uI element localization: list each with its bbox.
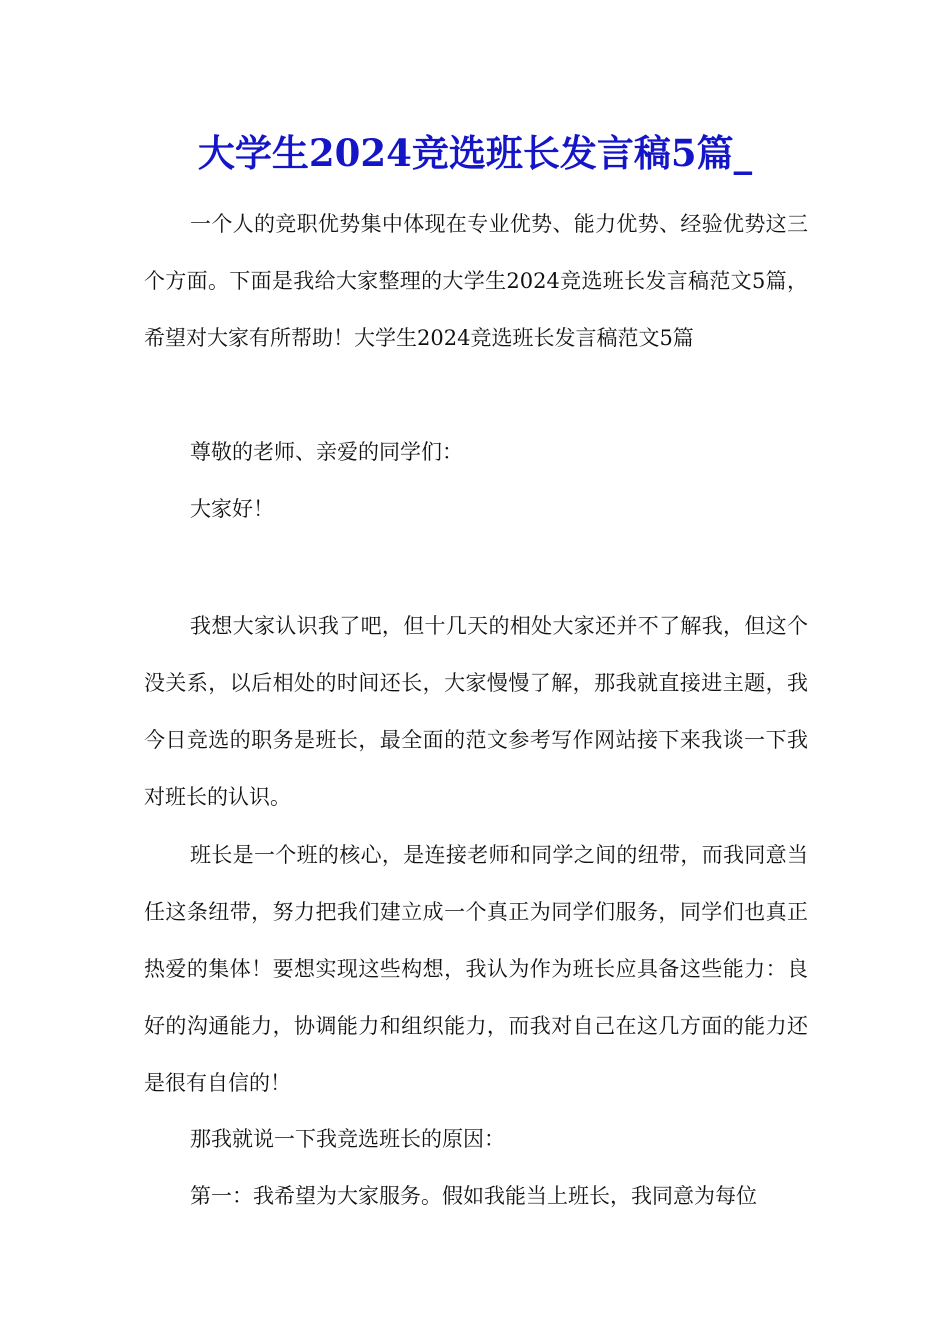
paragraph-reason-one: 第一：我希望为大家服务。假如我能当上班长，我同意为每位 bbox=[190, 1184, 757, 1208]
document-title: 大学生2024竞选班长发言稿5篇_ bbox=[197, 131, 753, 175]
paragraph-self-introduction: 我想大家认识我了吧，但十几天的相处大家还并不了解我，但这个没关系，以后相处的时间还长，大家慢慢了解，那我就直接进主题，我今日竞选的职务是班长，最全面的范文参考写作网站接下来我谈一下我对班长的认识。 bbox=[144, 614, 808, 809]
paragraph-salutation: 尊敬的老师、亲爱的同学们： bbox=[190, 440, 463, 464]
paragraph-monitor-role: 班长是一个班的核心，是连接老师和同学之间的纽带，而我同意当任这条纽带，努力把我们建立成一个真正为同学们服务，同学们也真正热爱的集体！要想实现这些构想，我认为作为班长应具备这些能力：良好的沟通能力，协调能力和组织能力，而我对自己在这几方面的能力还是很有自信的！ bbox=[144, 843, 808, 1095]
paragraph-reasons-heading: 那我就说一下我竞选班长的原因： bbox=[190, 1127, 505, 1151]
paragraph-intro: 一个人的竞职优势集中体现在专业优势、能力优势、经验优势这三个方面。下面是我给大家整理的大学生2024竞选班长发言稿范文5篇，希望对大家有所帮助！大学生2024竞选班长发言稿范文5篇 bbox=[144, 212, 808, 350]
paragraph-greeting: 大家好！ bbox=[190, 497, 274, 521]
